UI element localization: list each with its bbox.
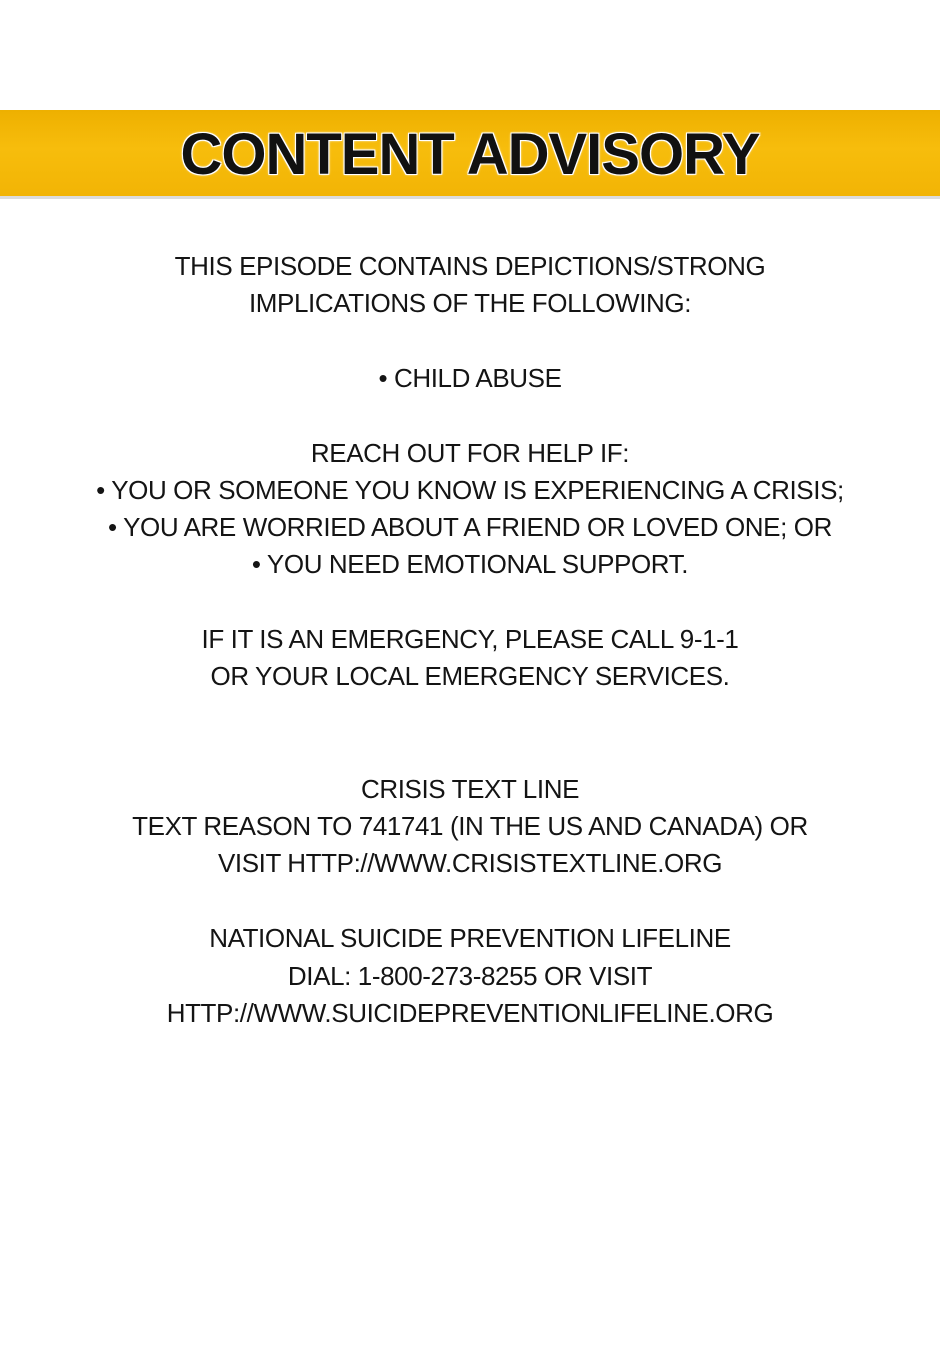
intro-line-2: IMPLICATIONS OF THE FOLLOWING: (248, 288, 692, 318)
lifeline-phone: DIAL: 1-800-273-8255 OR VISIT (287, 961, 653, 991)
help-heading: REACH OUT FOR HELP IF: (310, 438, 630, 468)
topic-child-abuse: • CHILD ABUSE (378, 363, 562, 393)
emergency-line-2: OR YOUR LOCAL EMERGENCY SERVICES. (210, 661, 730, 691)
lifeline-heading: NATIONAL SUICIDE PREVENTION LIFELINE (209, 923, 731, 953)
intro-line-1: THIS EPISODE CONTAINS DEPICTIONS/STRONG (174, 251, 766, 281)
help-item-support: • YOU NEED EMOTIONAL SUPPORT. (251, 549, 689, 579)
crisis-text-line-instructions: TEXT REASON TO 741741 (IN THE US AND CANADA) OR (132, 811, 808, 841)
advisory-banner (0, 110, 940, 199)
emergency-line-1: IF IT IS AN EMERGENCY, PLEASE CALL 9-1-1 (201, 624, 739, 654)
banner-title: CONTENT ADVISORY (180, 122, 760, 187)
help-item-crisis: • YOU OR SOMEONE YOU KNOW IS EXPERIENCING A CRISIS; (96, 475, 844, 505)
help-item-worried: • YOU ARE WORRIED ABOUT A FRIEND OR LOVED ONE; OR (108, 512, 832, 542)
crisis-text-line-heading: CRISIS TEXT LINE (360, 774, 580, 804)
crisis-text-line-url[interactable]: VISIT HTTP://WWW.CRISISTEXTLINE.ORG (217, 848, 723, 878)
lifeline-url[interactable]: HTTP://WWW.SUICIDEPREVENTIONLIFELINE.ORG (166, 998, 774, 1028)
